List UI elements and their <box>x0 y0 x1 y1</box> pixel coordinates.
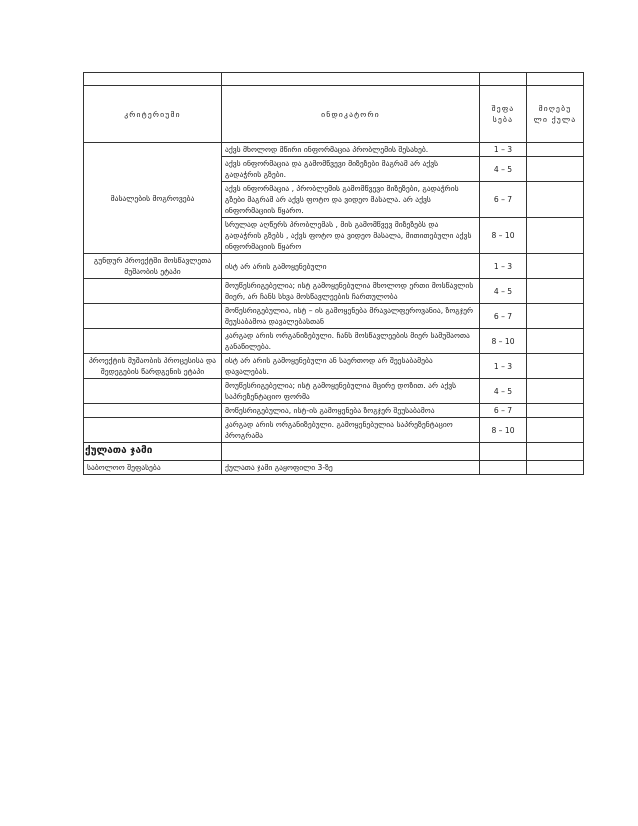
score-range: 6 – 7 <box>480 404 527 418</box>
header-score: შეფა სება <box>480 86 527 143</box>
earned-points-cell[interactable] <box>527 143 584 157</box>
earned-points-cell[interactable] <box>527 254 584 279</box>
indicator-text: მოწესრიგებულია, ისტ – ის გამოყენება მრავალფეროვანია, ზოგჯერ შეუსაბამოა დავალებასთან <box>222 304 480 329</box>
indicator-text: აქვს ინფორმაცია , პრობლემის გამომწვევი მიზეზები, გადაჭრის გზები მაგრამ არ აქვს ფოტო და ვიდეო მასალა. არ აქვს ინფორმაციის წყარო. <box>222 182 480 218</box>
blank-cell <box>527 73 584 86</box>
earned-points-cell[interactable] <box>527 182 584 218</box>
earned-points-cell[interactable] <box>527 218 584 254</box>
spacer-cell <box>84 279 222 304</box>
spacer-cell <box>84 404 222 418</box>
earned-points-cell[interactable] <box>527 304 584 329</box>
score-range: 6 – 7 <box>480 304 527 329</box>
criterion-name: მასალების მოგროვება <box>84 143 222 254</box>
indicator-text: აქვს ინფორმაცია და გამომწვევი მიზეზები მაგრამ არ აქვს გადაჭრის გზები. <box>222 157 480 182</box>
score-range: 4 – 5 <box>480 279 527 304</box>
spacer-cell <box>84 304 222 329</box>
indicator-text: სრულად აღწერს პრობლემას , მის გამომწვევ მიზეზებს და გადაჭრის გზებს , აქვს ფოტო და ვიდეო მასალა, მითითებული აქვს ინფორმაციის წყარო <box>222 218 480 254</box>
total-row <box>84 443 584 461</box>
criterion-name: პროექტის მუშაობის პროცესისა და შედეგების წარდგენის ეტაპი <box>84 354 222 379</box>
rubric-row <box>84 404 584 418</box>
indicator-text: მოწესრიგებულია, ისტ-ის გამოყენება ზოგჯერ შეუსაბამოა <box>222 404 480 418</box>
rubric-row <box>84 379 584 404</box>
indicator-text: კარგად არის ორგანიზებული. ჩანს მოსწავლეების მიერ სამუშაოთა განაწილება. <box>222 329 480 354</box>
final-blank-cell <box>480 460 527 474</box>
indicator-text: აქვს მხოლოდ მწირი ინფორმაცია პრობლემის შესახებ. <box>222 143 480 157</box>
score-range: 1 – 3 <box>480 254 527 279</box>
score-range: 8 – 10 <box>480 329 527 354</box>
rubric-row <box>84 329 584 354</box>
total-blank-cell <box>222 443 480 461</box>
indicator-text: ისტ არ არის გამოყენებული <box>222 254 480 279</box>
score-range: 8 – 10 <box>480 218 527 254</box>
indicator-text: მოუწესრიგებელია; ისტ გამოყენებულია მცირე დოზით. არ აქვს საპრეზენტაციო ფორმა <box>222 379 480 404</box>
score-range: 8 – 10 <box>480 418 527 443</box>
score-range: 4 – 5 <box>480 157 527 182</box>
blank-cell <box>84 73 222 86</box>
rubric-row <box>84 418 584 443</box>
rubric-row <box>84 143 584 157</box>
total-label: ქულათა ჯამი <box>84 443 222 461</box>
rubric-row <box>84 254 584 279</box>
rubric-row <box>84 304 584 329</box>
final-points-cell[interactable] <box>527 460 584 474</box>
blank-row <box>84 73 584 86</box>
header-earned-points: მიღებუ ლი ქულა <box>527 86 584 143</box>
header-row <box>84 86 584 143</box>
final-row <box>84 460 584 474</box>
total-blank-cell <box>480 443 527 461</box>
assessment-rubric-table <box>83 72 584 475</box>
earned-points-cell[interactable] <box>527 404 584 418</box>
earned-points-cell[interactable] <box>527 279 584 304</box>
earned-points-cell[interactable] <box>527 379 584 404</box>
earned-points-cell[interactable] <box>527 354 584 379</box>
indicator-text: კარგად არის ორგანიზებული. გამოყენებულია საპრეზენტაციო პროგრამა <box>222 418 480 443</box>
header-indicator: ინდიკატორი <box>222 86 480 143</box>
blank-cell <box>480 73 527 86</box>
earned-points-cell[interactable] <box>527 418 584 443</box>
indicator-text: ისტ არ არის გამოყენებული ან საერთოდ არ შეესაბამება დავალებას. <box>222 354 480 379</box>
rubric-row <box>84 279 584 304</box>
final-value: ქულათა ჯამი გაყოფილი 3-ზე <box>222 460 480 474</box>
earned-points-cell[interactable] <box>527 157 584 182</box>
total-points-cell[interactable] <box>527 443 584 461</box>
indicator-text: მოუწესრიგებელია; ისტ გამოყენებულია მხოლოდ ერთი მოსწავლის მიერ, არ ჩანს სხვა მოსწავლეების ჩართულობა <box>222 279 480 304</box>
final-label: საბოლოო შეფასება <box>84 460 222 474</box>
score-range: 4 – 5 <box>480 379 527 404</box>
rubric-row <box>84 354 584 379</box>
criterion-name: გუნდურ პროექტში მოსწავლეთა მუშაობის ეტაპი <box>84 254 222 279</box>
spacer-cell <box>84 329 222 354</box>
earned-points-cell[interactable] <box>527 329 584 354</box>
spacer-cell <box>84 379 222 404</box>
blank-cell <box>222 73 480 86</box>
spacer-cell <box>84 418 222 443</box>
header-criterion: კრიტერიუმი <box>84 86 222 143</box>
score-range: 6 – 7 <box>480 182 527 218</box>
score-range: 1 – 3 <box>480 143 527 157</box>
score-range: 1 – 3 <box>480 354 527 379</box>
